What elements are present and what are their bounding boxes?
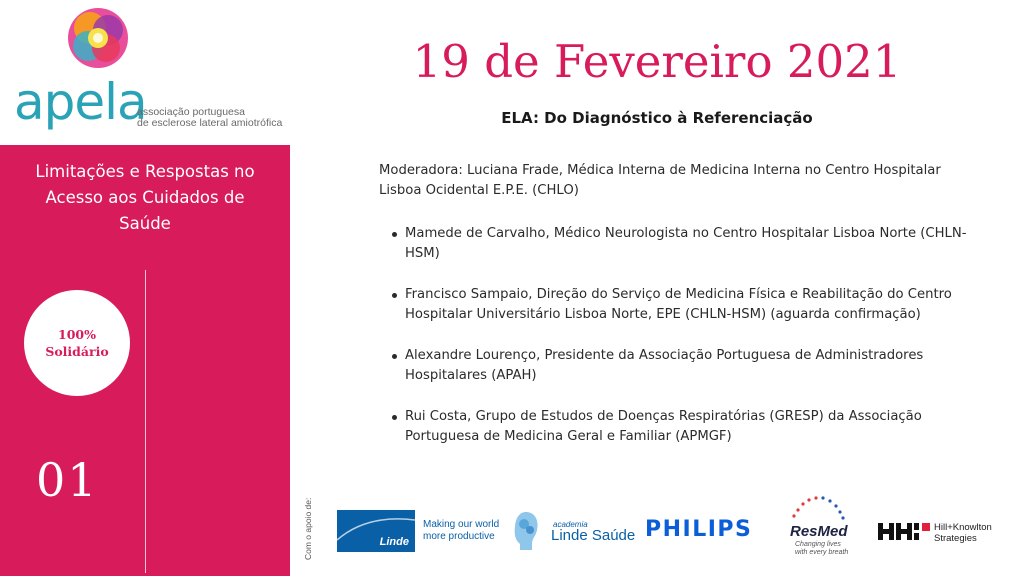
resmed-tagline-line1: Changing lives xyxy=(795,541,841,548)
academia-label: academia xyxy=(553,520,588,529)
speaker-text: Mamede de Carvalho, Médico Neurologista no Centro Hospitalar Lisboa Norte (CHLN-HSM) xyxy=(405,226,967,261)
speaker-text: Francisco Sampaio, Direção do Serviço de Medicina Física e Reabilitação do Centro Hospitalar Universitário Lisboa Norte, EPE (CHLN-HSM) (aguarda confirmação) xyxy=(405,287,952,322)
badge-percent: 100% xyxy=(58,327,96,342)
linde-logo xyxy=(337,510,415,552)
speaker-text: Rui Costa, Grupo de Estudos de Doenças Respiratórias (GRESP) da Associação Portuguesa de Medicina Geral e Familiar (APMGF) xyxy=(405,409,922,444)
badge-label: Solidário xyxy=(45,344,109,359)
bullet-icon xyxy=(392,354,397,359)
linde-tagline-line2: more productive xyxy=(423,531,495,542)
speaker-text: Alexandre Lourenço, Presidente da Associação Portuguesa de Administradores Hospitalares (APAH) xyxy=(405,348,924,383)
hk-line2: Strategies xyxy=(934,533,977,544)
bullet-icon xyxy=(392,232,397,237)
event-date: 19 de Fevereiro 2021 xyxy=(412,35,902,88)
session-sidebar xyxy=(0,145,290,576)
bullet-icon xyxy=(392,293,397,298)
linde-tagline-line1: Making our world xyxy=(423,519,500,530)
hill-knowlton-name xyxy=(934,522,992,544)
bullet-icon xyxy=(392,415,397,420)
speaker-item xyxy=(392,285,982,325)
session-number: 01 xyxy=(36,453,99,507)
academia-name: Linde Saúde xyxy=(551,527,636,544)
resmed-tagline-line2: with every breath xyxy=(795,549,849,556)
speaker-item xyxy=(392,407,982,447)
resmed-logo: ResMed xyxy=(790,523,848,540)
philips-logo: PHILIPS xyxy=(645,517,753,542)
flower-logo-icon xyxy=(66,6,130,70)
moderator-text: Moderadora: Luciana Frade, Médica Interna de Medicina Interna no Centro Hospitalar Lisboa Ocidental E.P.E. (CHLO) xyxy=(379,163,941,198)
hill-knowlton-mark-icon xyxy=(878,523,930,540)
resmed-arc-icon xyxy=(790,494,846,520)
logo-tagline xyxy=(137,107,282,129)
linde-name: Linde xyxy=(379,536,409,548)
solidary-badge xyxy=(24,290,130,396)
speaker-list xyxy=(392,224,982,468)
resmed-tagline xyxy=(795,541,848,557)
session-title: Limitações e Respostas no Acesso aos Cuidados de Saúde xyxy=(35,162,255,233)
hk-line1: Hill+Knowlton xyxy=(934,522,992,533)
academia-head-icon xyxy=(512,508,540,552)
logo-tagline-line1: associação portuguesa xyxy=(137,106,245,118)
logo-tagline-line2: de esclerose lateral amiotrófica xyxy=(137,117,283,129)
linde-tagline xyxy=(423,519,499,543)
apela-logo xyxy=(0,0,290,145)
event-subtitle: ELA: Do Diagnóstico à Referenciação xyxy=(501,109,813,127)
support-label: Com o apoio de: xyxy=(303,497,313,560)
speaker-item xyxy=(392,346,982,386)
sidebar-divider xyxy=(145,270,146,573)
logo-wordmark: apela xyxy=(14,73,147,131)
speaker-item xyxy=(392,224,982,264)
